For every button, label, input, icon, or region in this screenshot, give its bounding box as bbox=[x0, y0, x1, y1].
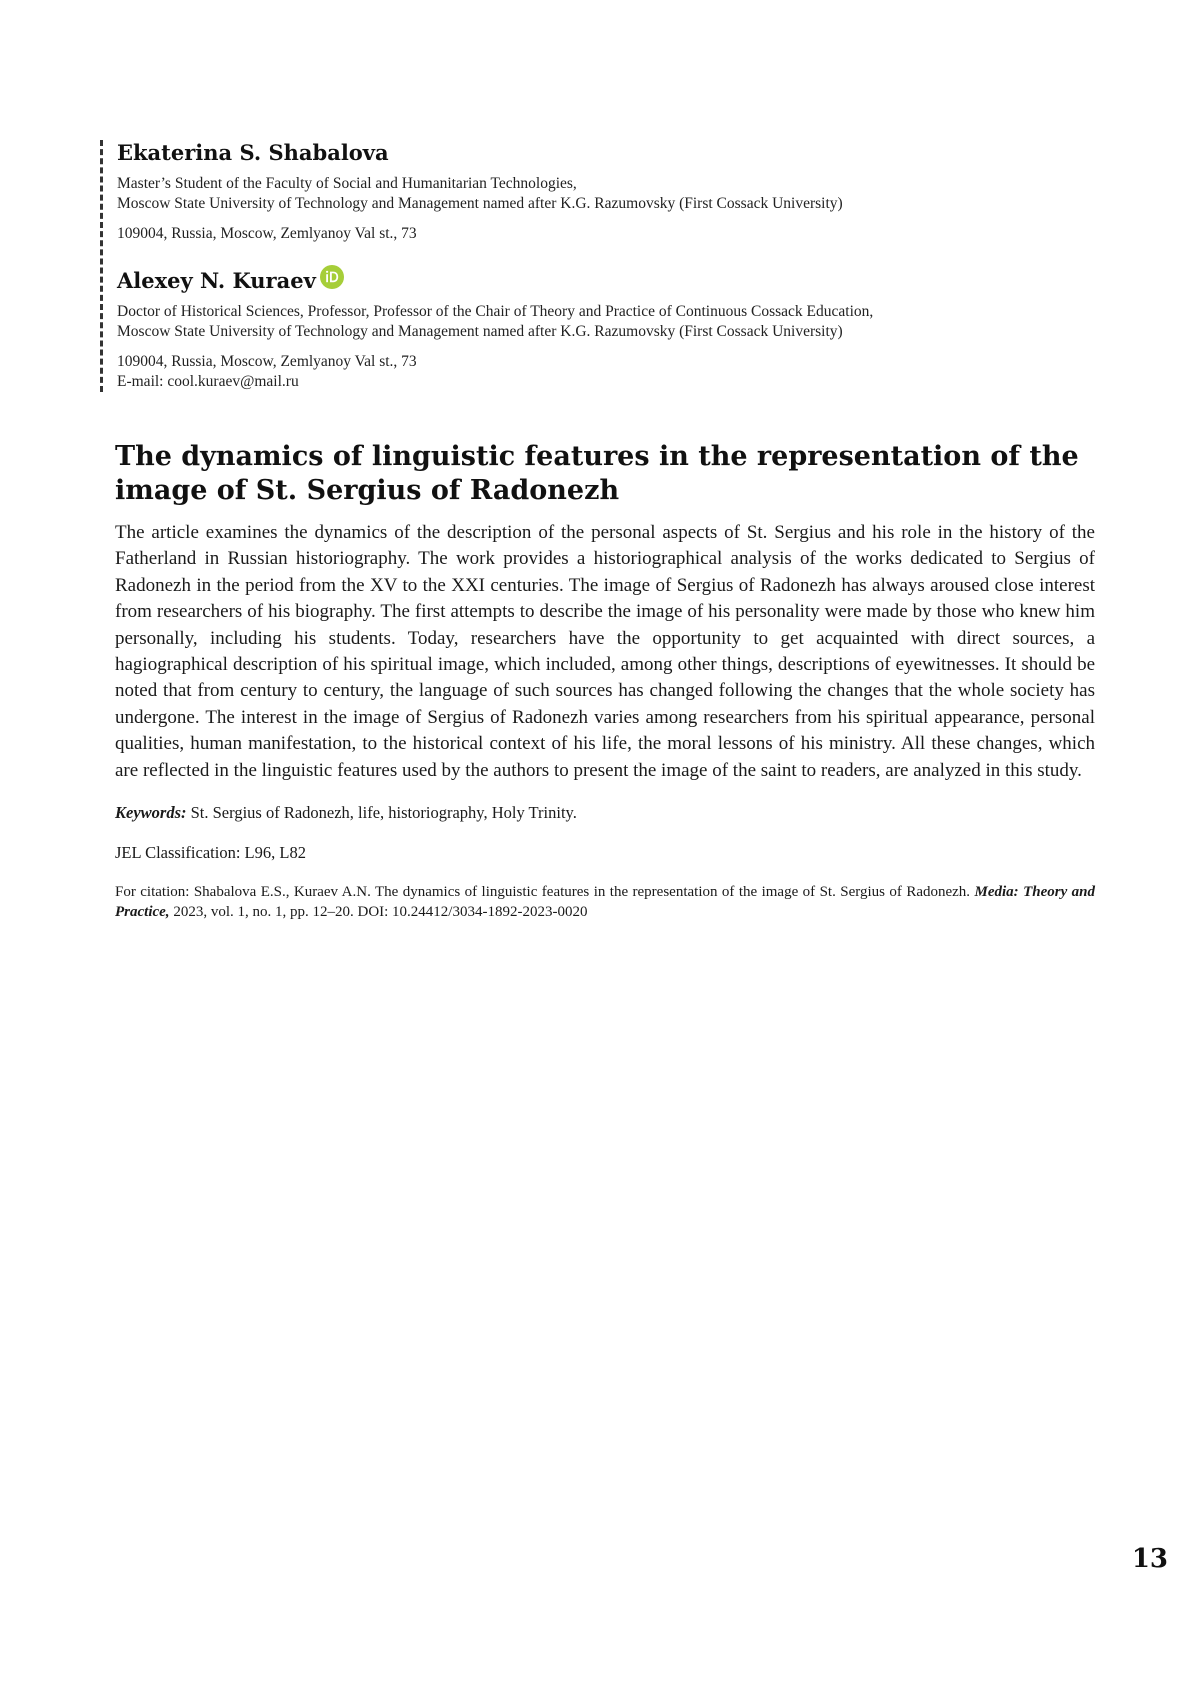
author-email[interactable]: E-mail: cool.kuraev@mail.ru bbox=[117, 373, 299, 390]
author-name-text: Ekaterina S. Shabalova bbox=[117, 140, 389, 165]
keywords-text: St. Sergius of Radonezh, life, historiography, Holy Trinity. bbox=[190, 803, 577, 823]
article-title: The dynamics of linguistic features in the representation of the image of St. Sergius of Radonezh bbox=[115, 441, 1079, 506]
authors-block bbox=[100, 140, 1100, 392]
article-section bbox=[115, 440, 1095, 922]
author-address: 109004, Russia, Moscow, Zemlyanoy Val st., 73 bbox=[117, 353, 417, 370]
author-name bbox=[117, 140, 1100, 166]
page-number: 13 bbox=[1131, 1544, 1168, 1574]
keywords-label: Keywords: bbox=[115, 803, 187, 823]
author-affiliation-line: Moscow State University of Technology and Management named after K.G. Razumovsky (First Cossack University) bbox=[117, 323, 843, 340]
article-abstract: The article examines the dynamics of the description of the personal aspects of St. Sergius and his role in the history of the Fatherland in Russian historiography. The work provides a historiographical analysis of the works dedicated to Sergius of Radonezh in the period from the XV to the XXI centuries. The image of Sergius of Radonezh has always aroused close interest from researchers of his biography. The first attempts to describe the image of his personality were made by those who knew him personally, including his students. Today, researchers have the opportunity to get acquainted with direct sources, a hagiographical description of his spiritual image, which included, among other things, descriptions of eyewitnesses. It should be noted that from century to century, the language of such sources has changed following the changes that the whole society has undergone. The interest in the image of Sergius of Radonezh varies among researchers from his spiritual appearance, personal qualities, human manifestation, to the historical context of his life, the moral lessons of his ministry. All these changes, which are reflected in the linguistic features used by the authors to present the image of the saint to readers, are analyzed in this study. bbox=[115, 522, 1095, 781]
citation-prefix: For citation: Shabalova E.S., Kuraev A.N. The dynamics of linguistic features in the representation of the image of St. Sergius of Radonezh. bbox=[115, 884, 971, 901]
citation-journal: Media: Theory and Practice, bbox=[115, 884, 1095, 921]
author-name-text: Alexey N. Kuraev bbox=[117, 268, 316, 293]
author-name bbox=[117, 268, 1100, 294]
author-1 bbox=[117, 140, 1100, 244]
citation-suffix: 2023, vol. 1, no. 1, pp. 12–20. DOI: 10.24412/3034-1892-2023-0020 bbox=[173, 904, 588, 921]
citation bbox=[115, 882, 1095, 922]
author-2 bbox=[117, 268, 1100, 392]
jel-classification: JEL Classification: L96, L82 bbox=[115, 843, 306, 863]
keywords bbox=[115, 802, 1095, 824]
author-address: 109004, Russia, Moscow, Zemlyanoy Val st., 73 bbox=[117, 225, 417, 242]
orcid-icon[interactable] bbox=[320, 265, 344, 289]
author-affiliation-line: Master’s Student of the Faculty of Social and Humanitarian Technologies, bbox=[117, 175, 577, 192]
author-affiliation-line: Doctor of Historical Sciences, Professor, Professor of the Chair of Theory and Practice of Continuous Cossack Education, bbox=[117, 303, 874, 320]
author-affiliation-line: Moscow State University of Technology and Management named after K.G. Razumovsky (First Cossack University) bbox=[117, 195, 843, 212]
